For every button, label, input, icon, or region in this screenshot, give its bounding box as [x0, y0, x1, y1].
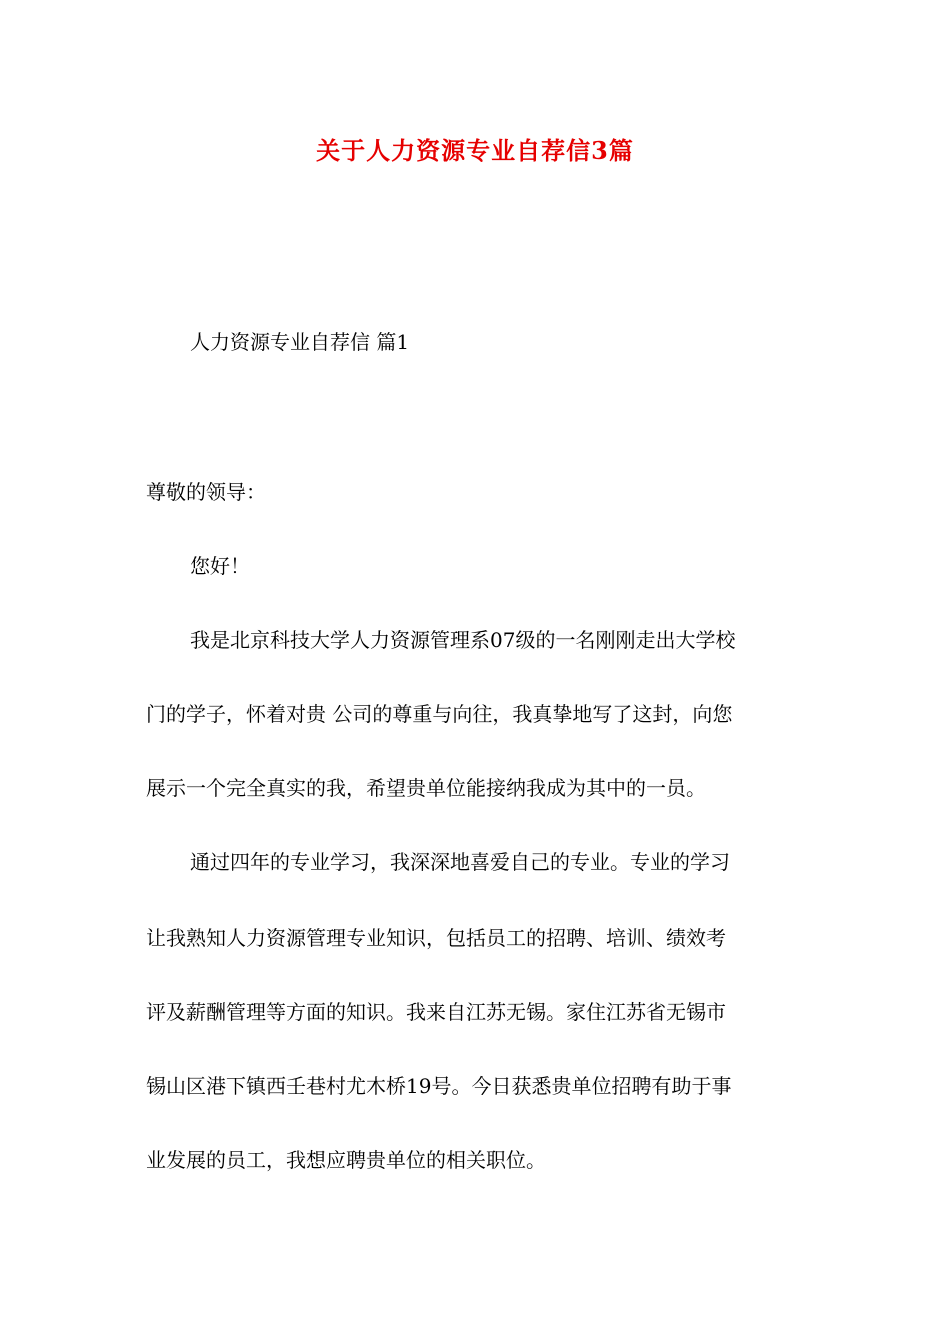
section-heading: 人力资源专业自荐信 篇1: [190, 330, 410, 354]
greeting: 您好！: [190, 554, 250, 578]
paragraph-1-line-3: 展示一个完全真实的我，希望贵单位能接纳我成为其中的一员。: [146, 776, 706, 800]
salutation: 尊敬的领导：: [146, 480, 266, 504]
paragraph-1-line-1: 我是北京科技大学人力资源管理系07级的一名刚刚走出大学校: [190, 628, 736, 652]
document-title: 关于人力资源专业自荐信3篇: [316, 136, 634, 165]
paragraph-2-line-1: 通过四年的专业学习，我深深地喜爱自己的专业。专业的学习: [190, 850, 730, 874]
paragraph-2-line-5: 业发展的员工，我想应聘贵单位的相关职位。: [146, 1148, 546, 1172]
paragraph-2-line-2: 让我熟知人力资源管理专业知识，包括员工的招聘、培训、绩效考: [146, 926, 726, 950]
paragraph-2-line-4: 锡山区港下镇西壬巷村尤木桥19号。今日获悉贵单位招聘有助于事: [146, 1074, 732, 1098]
paragraph-1-line-2: 门的学子，怀着对贵 公司的尊重与向往，我真挚地写了这封，向您: [146, 702, 733, 726]
paragraph-2-line-3: 评及薪酬管理等方面的知识。我来自江苏无锡。家住江苏省无锡市: [146, 1000, 726, 1024]
